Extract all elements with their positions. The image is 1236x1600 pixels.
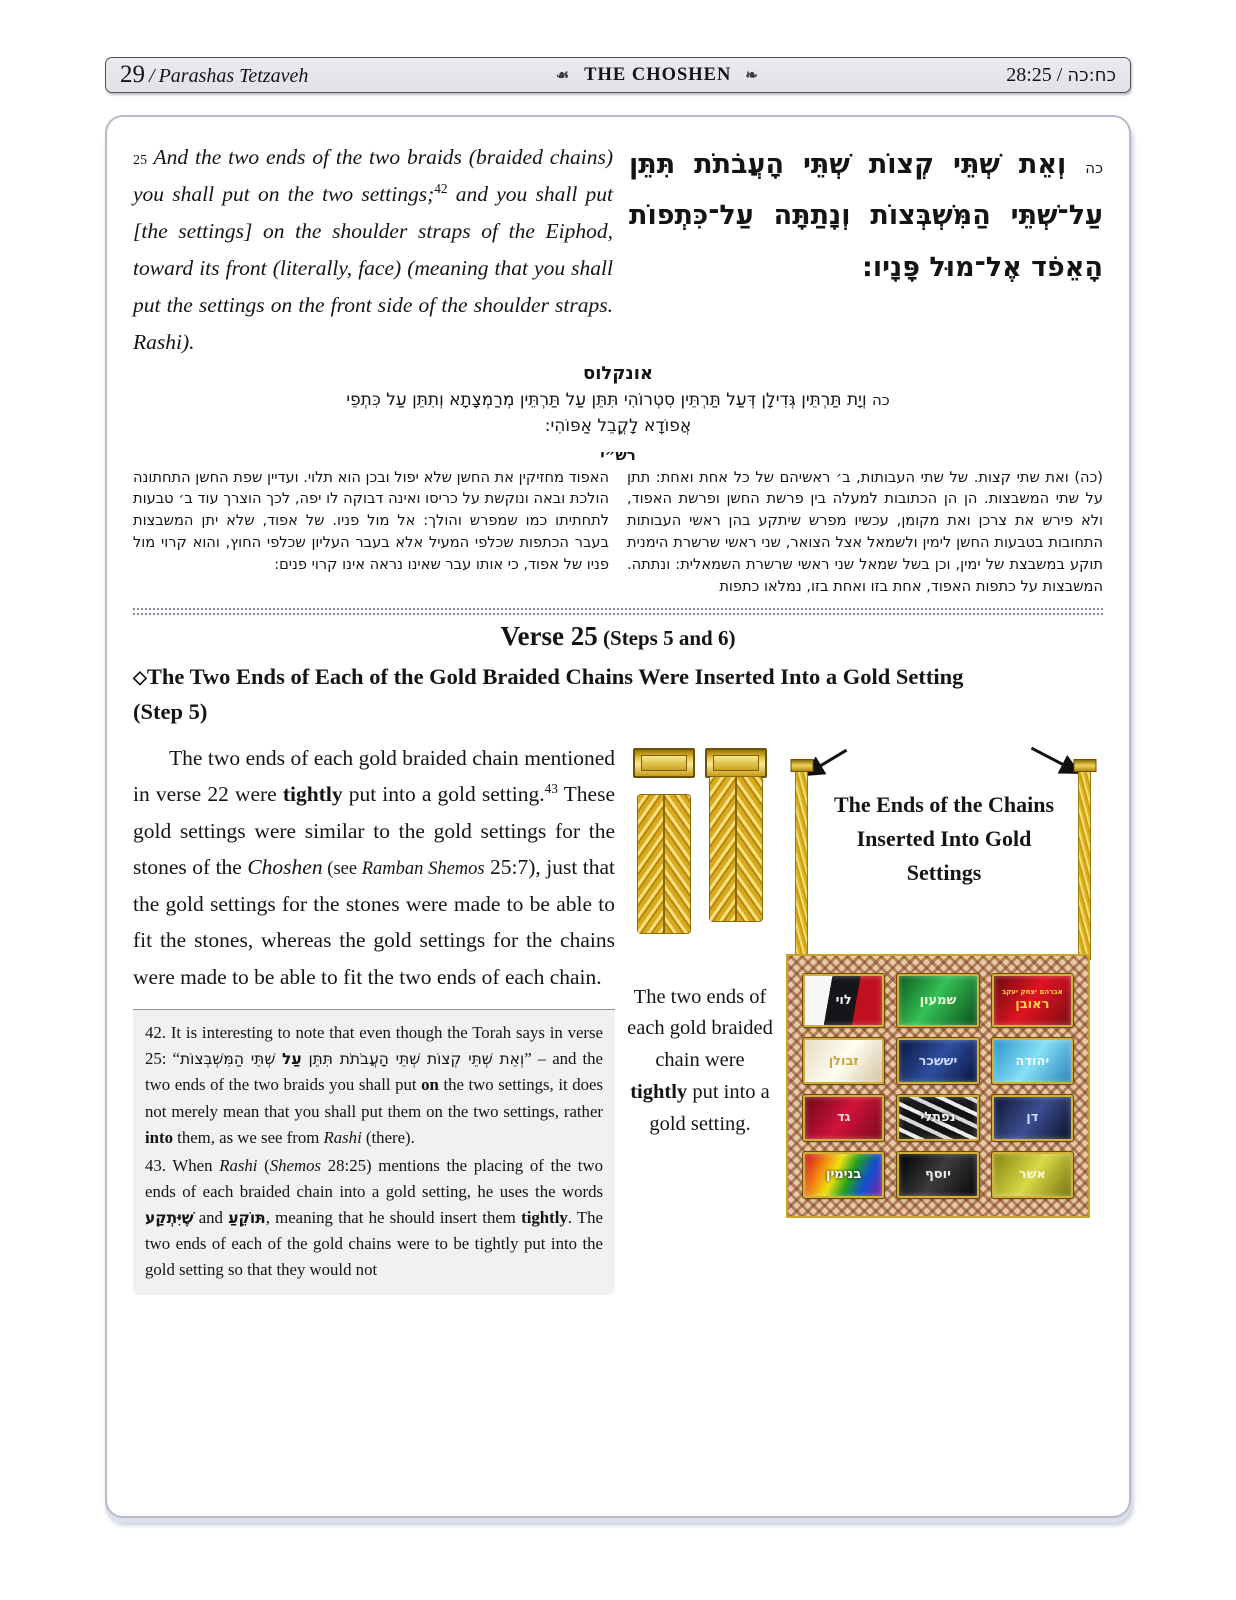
para-seg: The two ends of each gold braided chain mentioned in verse 22 were <box>133 745 615 807</box>
hebrew-verse <box>629 139 1103 361</box>
onkelos-title: אונקלוס <box>583 362 653 384</box>
stone-binyamin <box>803 1152 884 1198</box>
stone-label: יששכר <box>918 1053 958 1069</box>
gold-setting-inner <box>713 755 759 771</box>
verse-number-he: כה <box>1085 159 1104 177</box>
fn-seg: 42. It is interesting to note that even though the Torah says in verse 25: “ <box>145 1023 603 1069</box>
hanging-chain-icon <box>1078 766 1091 960</box>
fn-heb-seg: הַמִּשְׁבְּצוֹת <box>179 1050 244 1069</box>
stone-label: בנימין <box>825 1167 862 1183</box>
verse-heading <box>133 621 1103 652</box>
verse-heading-main: Verse 25 <box>500 620 598 651</box>
stone-reuven <box>992 974 1073 1028</box>
body-paragraph <box>133 740 615 996</box>
para-seg: (see <box>322 858 362 879</box>
section-title: THE CHOSHEN <box>584 64 732 85</box>
fn-seg: ( <box>257 1155 270 1175</box>
gold-setting-icon <box>633 748 695 778</box>
fn-bold-on: on <box>421 1075 439 1095</box>
para-italic-choshen: Choshen <box>247 855 323 880</box>
caption-seg: The two ends of each gold braided chain were <box>627 985 773 1072</box>
stone-label: אשר <box>1018 1167 1046 1183</box>
translation-text-1: And the two ends of the two braids (braided chains) you shall put on the two settings; <box>133 145 613 206</box>
gold-setting-cap-icon <box>790 759 813 772</box>
stone-label: יהודה <box>1015 1053 1050 1069</box>
hanging-chain-icon <box>795 766 808 960</box>
stone-asher <box>992 1152 1073 1198</box>
para-bold-tightly: tightly <box>282 782 343 807</box>
dotted-divider <box>133 608 1103 615</box>
footnotes-panel <box>133 1010 615 1294</box>
stone-levi <box>803 974 884 1028</box>
fn-italic-rashi: Rashi <box>323 1127 362 1147</box>
para-seg: These gold settings were similar to the gold settings for the stones of the <box>133 782 616 880</box>
translation-text-2: and you shall put [the settings] on the shoulder straps of the Eiphod, toward its front (literally, face) (meaning that you shall put the settings on the front side of the shoulder straps. Rashi). <box>133 181 613 354</box>
choshen-figure-label: The Ends of the Chains Inserted Into Gold Settings <box>833 791 1055 885</box>
fn-seg: 28:25) mentions the placing of the two ends of each braided chain into a gold setting, he uses the words <box>145 1155 603 1201</box>
rashi-section <box>133 446 1103 598</box>
arrow-icons <box>785 742 1103 786</box>
fn-heb-seg: וְאֵת שְׁתֵּי קְצוֹת שְׁתֵּי הָעֲבֹתֹת תִּתֵּן <box>301 1050 525 1069</box>
fn-heb-tokea: תּוֹקֵעַ <box>228 1208 266 1227</box>
verse-ref-en: 28:25 / <box>1006 63 1068 86</box>
fn-seg: 43. When <box>145 1155 220 1175</box>
fn-heb-bold-al: עַל <box>282 1050 302 1069</box>
section-heading-line2: (Step 5) <box>133 698 208 724</box>
gold-setting-cap-icon <box>1073 759 1096 772</box>
stone-label: דן <box>1026 1110 1039 1126</box>
section-heading-line1: The Two Ends of Each of the Gold Braided Chains Were Inserted Into a Gold Setting <box>146 663 964 689</box>
gold-setting-icon <box>705 748 767 778</box>
middle-figure-caption <box>625 982 775 1141</box>
fn-seg: (there). <box>361 1127 415 1147</box>
fleuron-right-icon: ❧ <box>745 67 759 84</box>
verse-row <box>133 139 1103 361</box>
stone-label: גד <box>836 1110 851 1126</box>
verse-number-en: 25 <box>133 153 147 168</box>
stone-small-text: אברהם יצחק יעקב <box>1001 988 1063 996</box>
body-columns <box>133 740 1103 1295</box>
stone-label: ראובן <box>1015 996 1050 1012</box>
header-separator: / <box>149 65 155 87</box>
stone-label: יוסף <box>925 1167 951 1183</box>
fn-italic-shemos: Shemos <box>269 1155 322 1175</box>
choshen-image <box>786 954 1090 1218</box>
stone-label: זבולן <box>828 1053 859 1069</box>
footnote-ref-42: 42 <box>434 180 448 196</box>
caption-bold-tightly: tightly <box>630 1080 688 1103</box>
stone-shimon <box>897 974 978 1028</box>
header-verse-ref <box>1006 64 1116 87</box>
fn-bold-into: into <box>145 1127 173 1147</box>
stone-yosef <box>897 1152 978 1198</box>
stone-label: שמעון <box>919 992 957 1008</box>
header-left <box>120 61 308 89</box>
footnote-43 <box>145 1153 603 1283</box>
braided-chain-icon <box>637 794 691 934</box>
footnote-42 <box>145 1020 603 1150</box>
parashah-name: Parashas Tetzaveh <box>158 65 309 87</box>
stone-zevulun <box>803 1038 884 1084</box>
stone-gad <box>803 1095 884 1141</box>
para-italic-ramban: Ramban Shemos <box>361 858 485 879</box>
section-heading <box>133 660 1103 730</box>
chain-unit-attached <box>705 748 767 922</box>
fn-seg: . The two ends of each of the gold chains were to be tightly put into the gold setting so that they would not <box>145 1207 603 1279</box>
gold-setting-inner <box>641 755 687 771</box>
chain-ends-figure <box>633 748 767 956</box>
choshen-figure-column <box>785 740 1103 1232</box>
arrow-right-icon <box>1031 748 1077 772</box>
rashi-column-right: (כה) ואת שתי קצות. של שתי העבותות, ב׳ ראשיהם של כל אחת ואחת: תתן על שתי המשבצות. הן הן הכתובות למעלה בין פרשת החשן ופרשת האפוד, ולא פירש את צרכן ואת מקומן, עכשיו מפרש שיתקע בהן ראשי העבותות התחובות בטבעות החשן לימין ולשמאל אצל הצואר, שני ראשי שרשרת הימנית תוקע במשבצת של ימין, וכן בשל שמאל שני ראשי שרשרת השמאלית: ונתתה. המשבצות על כתפות האפוד, אחת בזו ואחת בזו, נמלאו כתפות <box>627 468 1103 595</box>
fn-heb-seg: שְׁתֵּי <box>250 1050 283 1069</box>
hebrew-verse-text: וְאֵת שְׁתֵּי קְצוֹת שְׁתֵּי הָעֲבֹתֹת תִּתֵּן עַל־שְׁתֵּי הַמִּשְׁבְּצוֹת וְנָתַתָּה עַל־כִּתְפוֹת הָאֵפֹד אֶל־מוּל פָּנָיו: <box>629 149 1103 283</box>
footnote-ref-43: 43 <box>544 780 558 796</box>
verse-heading-sub: (Steps 5 and 6) <box>597 625 736 650</box>
stone-label: לוי <box>835 992 852 1008</box>
onkelos-text <box>323 387 913 440</box>
fn-italic-rashi: Rashi <box>219 1155 258 1175</box>
fn-seg: ” – and the two ends of the two braids you shall put <box>145 1049 603 1095</box>
fn-seg: and <box>193 1207 229 1227</box>
fn-seg: the two settings, it does not merely mean that you shall put them on the two settings, rather <box>145 1075 603 1121</box>
page-number: 29 <box>120 61 145 88</box>
fn-bold-tightly: tightly <box>521 1207 568 1227</box>
content-box <box>105 115 1131 1518</box>
onkelos-verse-num: כה <box>872 390 890 409</box>
fn42-hebrew-quote <box>180 1050 524 1068</box>
caption-seg: put into a gold setting. <box>649 1080 770 1135</box>
stone-label: נפתלי <box>920 1110 956 1126</box>
stone-naftali <box>897 1095 978 1141</box>
diamond-icon: ◇ <box>133 666 147 687</box>
rashi-title: רש״י <box>600 445 636 464</box>
stone-dan <box>992 1095 1073 1141</box>
onkelos-body: וְיָת תַּרְתֵּין גְּדִילָן דְּעַל תַּרְתֵּין סִטְרוֹהִי תִּתֵּן עַל תַּרְתֵּין מְרַמְצָתָא וְתִתֵּן עַל כִּתְפֵי אֲפוֹדָא לָקֳבֵל אַפּוֹהִי: <box>346 389 867 437</box>
main-text-column <box>133 740 615 1295</box>
stone-yissachar <box>897 1038 978 1084</box>
rashi-column-left: האפוד מחזיקין את החשן שלא יפול ובכן הוא תלוי. ועדיין שפת החשן התחתונה הולכת ובאה ונוקשת על כריסו ואינה דבוקה לו יפה, לכך הוצרך עוד ב׳ טבעות לתחתיתו כמו שמפרש והולך: אל מול פניו. של אפוד, שלא יתן המשבצות בעבר הכתפות שכלפי המעיל אלא בעבר העליון שכלפי החוץ, והוא קרוי מול פניו של אפוד, כי אותו עבר שאינו נראה אינו קרוי פנים: <box>133 468 609 574</box>
chain-unit-detached <box>633 748 695 934</box>
fn-heb-sheyitka: שֶׁיִּתְקַע <box>145 1208 194 1227</box>
fn-seg: , meaning that he should insert them <box>265 1207 522 1227</box>
para-seg: put into a gold setting. <box>342 782 545 807</box>
para-seg: 25:7), just that the gold settings for the stones were made to be able to fit the stones, whereas the gold settings for the chains were made to be able to fit the two ends of each chain. <box>133 855 616 989</box>
header-center <box>556 65 759 86</box>
braided-chain-icon <box>709 776 763 922</box>
fleuron-left-icon: ☙ <box>555 67 571 84</box>
middle-figure-column <box>615 740 785 1295</box>
stone-yehuda <box>992 1038 1073 1084</box>
fn-seg: them, as we see from <box>172 1127 324 1147</box>
onkelos-section <box>133 363 1103 440</box>
verse-ref-he: כח:כה <box>1067 64 1116 86</box>
english-translation <box>133 139 613 361</box>
rashi-columns <box>133 467 1103 598</box>
page-header <box>105 57 1131 93</box>
